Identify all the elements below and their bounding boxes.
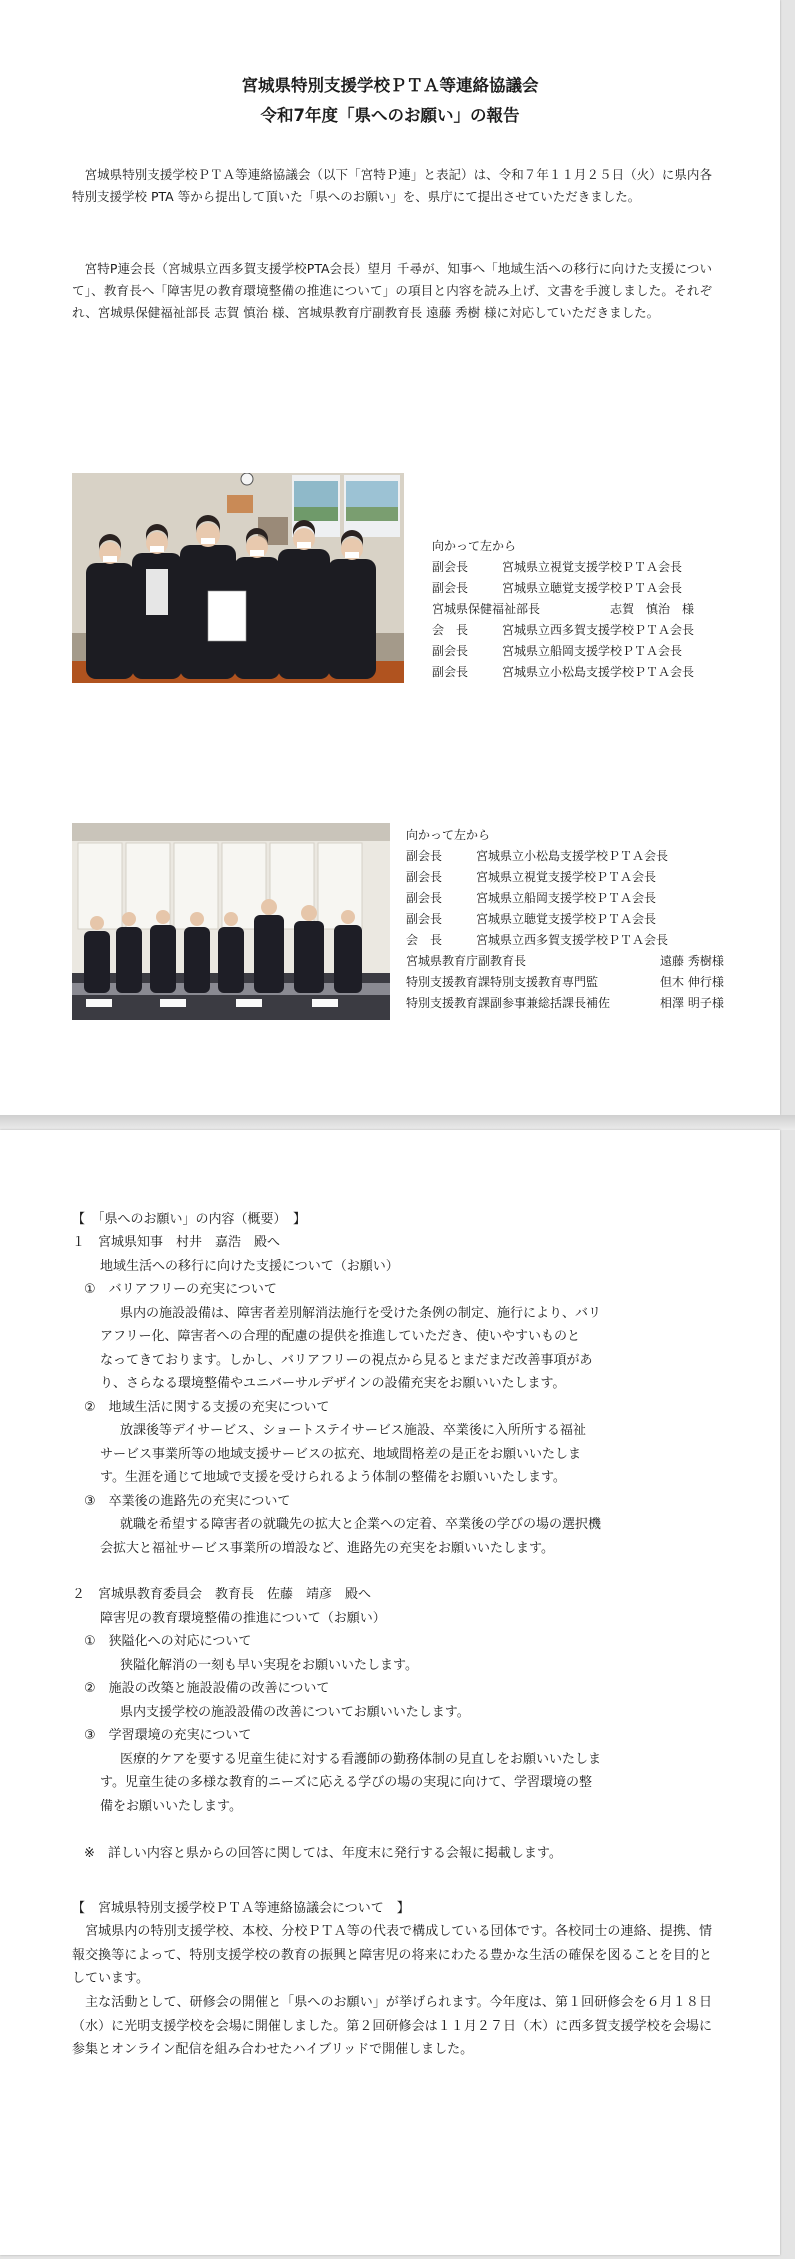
requests-note: ※ 詳しい内容と県からの回答に関しては、年度末に発行する会報に掲載します。 (84, 1846, 562, 1861)
photo2-caption-row (406, 846, 724, 867)
document-page-1 (0, 0, 780, 1115)
caption-role: 会 長 (432, 623, 469, 637)
caption-role: 副会長 (432, 644, 469, 658)
edu-item-3-line: す。児童生徒の多様な教育的ニーズに応える学びの場の実現に向けて、学習環境の整 (100, 1775, 593, 1790)
edu-item-1-line: 狭隘化解消の一刻も早い実現をお願いいたします。 (120, 1658, 418, 1673)
document-subtitle: 令和7年度「県へのお願い」の報告 (260, 106, 520, 125)
document-page-2 (0, 1130, 780, 2255)
gov-item-3-line: 会拡大と福祉サービス事業所の増設など、進路先の充実をお願いいたします。 (100, 1541, 554, 1556)
photo1-caption-row (432, 641, 694, 662)
photo-illustration (72, 823, 390, 1020)
caption-role: 副会長 (406, 912, 443, 926)
official-title: 宮城県教育庁副教育長 (406, 954, 527, 968)
caption-role: 副会長 (406, 849, 443, 863)
photo2-caption-row (406, 909, 724, 930)
edu-item-3-title: ③ 学習環境の充実について (84, 1728, 252, 1743)
caption-name: 宮城県立船岡支援学校ＰＴＡ会長 (502, 644, 683, 658)
governor-heading: １ 宮城県知事 村井 嘉浩 殿へ (72, 1235, 281, 1250)
document-title: 宮城県特別支援学校ＰＴＡ等連絡協議会 (241, 76, 539, 95)
edu-item-3-line: 備をお願いいたします。 (100, 1799, 242, 1814)
caption-role: 副会長 (432, 560, 469, 574)
education-subject: 障害児の教育環境整備の推進について（お願い） (100, 1611, 386, 1626)
gov-item-2-line: サービス事業所等の地域支援サービスの拡充、地域間格差の是正をお願いいたしま (100, 1447, 582, 1462)
photo1-caption-row (432, 662, 694, 683)
gov-item-2-line: す。生涯を通じて地域で支援を受けられるよう体制の整備をお願いいたします。 (100, 1470, 566, 1485)
edu-item-1-title: ① 狭隘化への対応について (84, 1634, 252, 1649)
caption-role: 副会長 (406, 870, 443, 884)
official-name: 但木 伸行様 (660, 975, 724, 989)
caption-name: 志賀 慎治 様 (610, 602, 695, 616)
gov-item-2-line: 放課後等デイサービス、ショートステイサービス施設、卒業後に入所所する福祉 (120, 1423, 586, 1438)
photo2-caption (406, 825, 724, 1014)
gov-item-1-line: 県内の施設設備は、障害者差別解消法施行を受けた条例の制定、施行により、バリ (120, 1306, 602, 1321)
page-separator (0, 1115, 795, 1130)
photo2-caption-row (406, 888, 724, 909)
edu-item-2-line: 県内支援学校の施設設備の改善についてお願いいたします。 (120, 1705, 470, 1720)
gov-item-1-title: ① バリアフリーの充実について (84, 1282, 277, 1297)
photo-illustration (72, 473, 404, 683)
photo1-caption (432, 536, 694, 683)
about-heading: 【 宮城県特別支援学校ＰＴＡ等連絡協議会について 】 (72, 1901, 410, 1916)
caption-name: 宮城県立西多賀支援学校ＰＴＡ会長 (476, 933, 669, 947)
requests-heading: 【 「県へのお願い」の内容（概要） 】 (72, 1212, 307, 1227)
photo1-caption-row (432, 557, 694, 578)
photo2-caption-official (406, 972, 724, 993)
photo2-caption-official (406, 993, 724, 1014)
edu-item-2-title: ② 施設の改築と施設設備の改善について (84, 1681, 330, 1696)
caption-role: 宮城県保健福祉部長 (432, 602, 541, 616)
about-paragraph-2: 主な活動として、研修会の開催と「県へのお願い」が挙げられます。今年度は、第１回研修会を６月１８日（水）に光明支援学校を会場に開催しました。第２回研修会は１１月２７日（木）に西多賀支援学校を会場に参集とオンライン配信を組み合わせたハイブリッドで開催しました。 (72, 1995, 712, 2057)
education-heading: ２ 宮城県教育委員会 教育長 佐藤 靖彦 殿へ (72, 1587, 372, 1602)
official-name: 遠藤 秀樹様 (660, 954, 724, 968)
caption-name: 宮城県立小松島支援学校ＰＴＡ会長 (502, 665, 695, 679)
photo2-caption-row (406, 930, 724, 951)
caption-role: 副会長 (432, 581, 469, 595)
gov-item-3-line: 就職を希望する障害者の就職先の拡大と企業への定着、卒業後の学びの場の選択機 (120, 1517, 602, 1532)
about-paragraph-1: 宮城県内の特別支援学校、本校、分校ＰＴＡ等の代表で構成している団体です。各校同士の連絡、提携、情報交換等によって、特別支援学校の教育の振興と障害児の将来にわたる豊かな生活の確保を図ることを目的としています。 (72, 1924, 712, 1986)
gov-item-1-line: アフリー化、障害者への合理的配慮の提供を推進していただき、使いやすいものと (100, 1329, 580, 1344)
photo2-caption-row (406, 867, 724, 888)
official-title: 特別支援教育課特別支援教育専門監 (406, 975, 599, 989)
intro-paragraph-2: 宮特P連会長（宮城県立西多賀支援学校PTA会長）望月 千尋が、知事へ「地域生活への移行に向けた支援について」、教育長へ「障害児の教育環境整備の推進について」の項目と内容を読み上げ、文書を手渡しました。それぞれ、宮城県保健福祉部長 志賀 慎治 様、宮城県教育庁副教育長 遠藤 秀樹 様に対応していただきました。 (72, 261, 712, 320)
official-name: 相澤 明子様 (660, 996, 724, 1010)
gov-item-1-line: り、さらなる環境整備やユニバーサルデザインの設備充実をお願いいたします。 (100, 1376, 566, 1391)
caption-name: 宮城県立小松島支援学校ＰＴＡ会長 (476, 849, 669, 863)
photo-education-board-presentation (72, 823, 390, 1020)
caption-role: 副会長 (406, 891, 443, 905)
gov-item-3-title: ③ 卒業後の進路先の充実について (84, 1494, 291, 1509)
photo-governor-office-presentation (72, 473, 404, 683)
intro-paragraph-1: 宮城県特別支援学校ＰＴＡ等連絡協議会（以下「宮特Ｐ連」と表記）は、令和７年１１月２５日（火）に県内各特別支援学校 PTA 等から提出して頂いた「県へのお願い」を、県庁にて提出させていただきました。 (72, 167, 712, 204)
photo1-caption-row (432, 620, 694, 641)
caption-name: 宮城県立西多賀支援学校ＰＴＡ会長 (502, 623, 695, 637)
photo2-caption-official (406, 951, 724, 972)
photo1-caption-row (432, 599, 694, 620)
photo2-caption-heading: 向かって左から (406, 828, 491, 842)
photo1-caption-row (432, 578, 694, 599)
caption-role: 副会長 (432, 665, 469, 679)
caption-name: 宮城県立視覚支援学校ＰＴＡ会長 (502, 560, 683, 574)
caption-name: 宮城県立聴覚支援学校ＰＴＡ会長 (476, 912, 657, 926)
official-title: 特別支援教育課副参事兼総括課長補佐 (406, 996, 611, 1010)
caption-role: 会 長 (406, 933, 443, 947)
edu-item-3-line: 医療的ケアを要する児童生徒に対する看護師の勤務体制の見直しをお願いいたしま (120, 1752, 602, 1767)
gov-item-2-title: ② 地域生活に関する支援の充実について (84, 1400, 330, 1415)
photo1-caption-heading: 向かって左から (432, 539, 517, 553)
caption-name: 宮城県立聴覚支援学校ＰＴＡ会長 (502, 581, 683, 595)
governor-subject: 地域生活への移行に向けた支援について（お願い） (100, 1259, 399, 1274)
caption-name: 宮城県立船岡支援学校ＰＴＡ会長 (476, 891, 657, 905)
caption-name: 宮城県立視覚支援学校ＰＴＡ会長 (476, 870, 657, 884)
gov-item-1-line: なってきております。しかし、バリアフリーの視点から見るとまだまだ改善事項があ (100, 1353, 593, 1368)
